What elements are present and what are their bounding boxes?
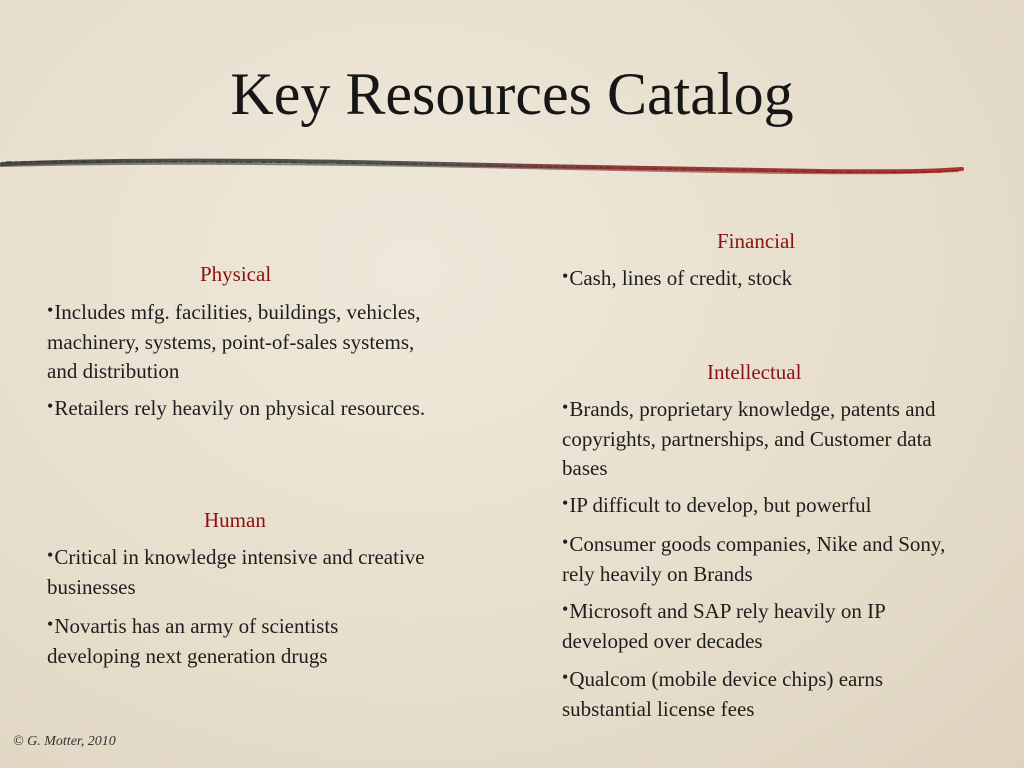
bullet-icon: • [562,266,569,286]
bullet-icon: • [562,599,569,619]
intellectual-bullet-3-text: Consumer goods companies, Nike and Sony, rely heavily on Brands [562,532,946,586]
copyright-footer: © G. Motter, 2010 [13,734,116,749]
intellectual-bullet-4-text: Microsoft and SAP rely heavily on IP developed over decades [562,599,886,653]
bullet-icon: • [47,545,54,565]
financial-bullet-1 [562,264,962,294]
intellectual-bullet-5 [562,665,962,724]
bullet-icon: • [562,532,569,552]
intellectual-bullet-2 [562,491,962,521]
intellectual-bullet-3 [562,530,962,589]
bullet-icon: • [562,397,569,417]
intellectual-bullet-2-text: IP difficult to develop, but powerful [569,493,872,517]
physical-bullet-1-text: Includes mfg. facilities, buildings, vehicles, machinery, systems, point-of-sales systems, and distribution [47,300,421,383]
title-divider [0,150,1024,190]
intellectual-bullet-1-text: Brands, proprietary knowledge, patents and copyrights, partnerships, and Customer data bases [562,397,936,480]
bullet-icon: • [47,396,54,416]
human-bullet-1-text: Critical in knowledge intensive and creative businesses [47,545,425,599]
bullet-icon: • [562,667,569,687]
bullet-icon: • [47,300,54,320]
human-bullet-2 [47,612,417,671]
intellectual-bullet-1 [562,395,962,483]
financial-bullet-1-text: Cash, lines of credit, stock [569,266,793,290]
slide-title: Key Resources Catalog [230,61,794,127]
physical-heading: Physical [200,262,272,286]
bullet-icon: • [47,614,54,634]
human-heading: Human [204,508,266,532]
intellectual-bullet-4 [562,597,962,656]
physical-bullet-1 [47,298,437,386]
human-bullet-1 [47,543,437,602]
financial-heading: Financial [717,229,796,253]
intellectual-bullet-5-text: Qualcom (mobile device chips) earns substantial license fees [562,667,884,721]
bullet-icon: • [562,493,569,513]
human-bullet-2-text: Novartis has an army of scientists developing next generation drugs [47,614,339,668]
intellectual-heading: Intellectual [707,360,802,384]
physical-bullet-2-text: Retailers rely heavily on physical resources. [54,396,426,420]
physical-bullet-2 [47,394,427,424]
